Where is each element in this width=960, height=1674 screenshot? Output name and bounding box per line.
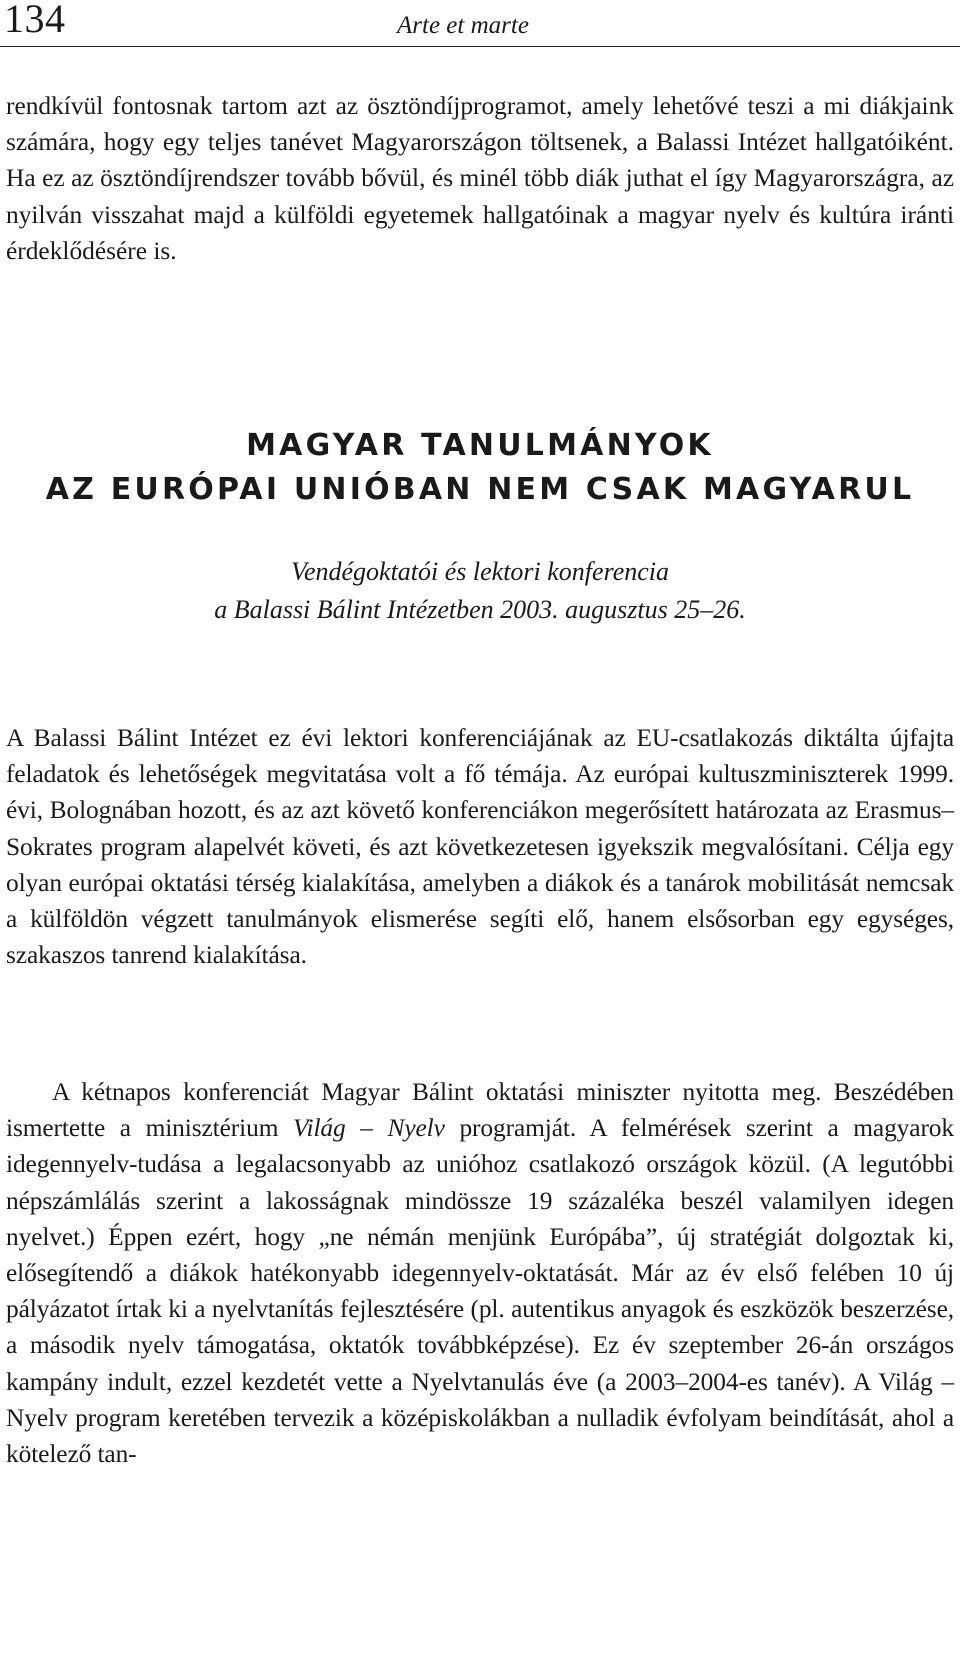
section-title-line-2: AZ EURÓPAI UNIÓBAN NEM CSAK MAGYARUL bbox=[45, 472, 915, 507]
paragraph-2-text-after: programját. A felmérések szerint a magyarok idegennyelv-tudása a legalacsonyabb az unióhoz csatlakozó országok közül. (A legutóbbi népszámlálás szerint a lakosságnak mindössze 19 százaléka beszél valamilyen idegen nyelvet.) Éppen ezért, hogy „ne némán menjünk Európába”, új stratégiát dolgoztak ki, elősegítendő a diákok hatékonyabb idegennyelv-oktatását. Már az év első felében 10 új pályázatot írtak ki a nyelvtanítás fejlesztésére (pl. autentikus anyagok és eszközök beszerzése, a második nyelv támogatása, oktatók továbbképzése). Ez év szeptember 26-án országos kampány indult, ezzel kezdetét vette a Nyelvtanulás éve (a 2003–2004-es tanév). A Világ – Nyelv program keretében tervezik a középiskolákban a nulladik évfolyam beindítását, ahol a kötelező tan- bbox=[6, 1114, 954, 1469]
body-paragraph-1: A Balassi Bálint Intézet ez évi lektori konferenciájának az EU-csatlakozás diktálta újfajta feladatok és lehetőségek megvitatása volt a fő témája. Az európai kultuszminiszterek 1999. évi, Bolognában hozott, és az azt követő konferenciákon megerősített határozata az Erasmus–Sokrates program alapelvét követi, és azt következetesen igyekszik megvalósítani. Célja egy olyan európai oktatási térség kialakítása, amelyben a diákok és a tanárok mobilitását nemcsak a külföldön végzett tanulmányok elismerése segíti elő, hanem elsősorban egy egységes, szakaszos tanrend kialakítása. bbox=[6, 724, 954, 970]
running-title: Arte et marte bbox=[397, 12, 529, 39]
page-number: 134 bbox=[4, 0, 66, 41]
page-header bbox=[0, 0, 960, 47]
subtitle-line-1: Vendégoktatói és lektori konferencia bbox=[290, 557, 670, 586]
program-name: Világ – Nyelv bbox=[293, 1114, 445, 1143]
section-title-line-1: MAGYAR TANULMÁNYOK bbox=[246, 428, 714, 463]
body-paragraph-2 bbox=[6, 1074, 954, 1472]
section-title bbox=[0, 424, 960, 512]
paragraph-2-text-before: A kétnapos konferenciát Magyar Bálint oktatási miniszter nyitotta meg. Beszédében ismertette a minisztérium bbox=[6, 1078, 954, 1143]
subtitle-line-2: a Balassi Bálint Intézetben 2003. augusztus 25–26. bbox=[214, 595, 746, 624]
intro-paragraph: rendkívül fontosnak tartom azt az ösztöndíjprogramot, amely lehetővé teszi a mi diákjaink számára, hogy egy teljes tanévet Magyarországon töltsenek, a Balassi Intézet hallgatóiként. Ha ez az ösztöndíjrendszer tovább bővül, és minél több diák juthat el így Magyarországra, az nyilván visszahat majd a külföldi egyetemek hallgatóinak a magyar nyelv és kultúra iránti érdeklődésére is. bbox=[6, 92, 954, 265]
section-subtitle bbox=[0, 553, 960, 629]
